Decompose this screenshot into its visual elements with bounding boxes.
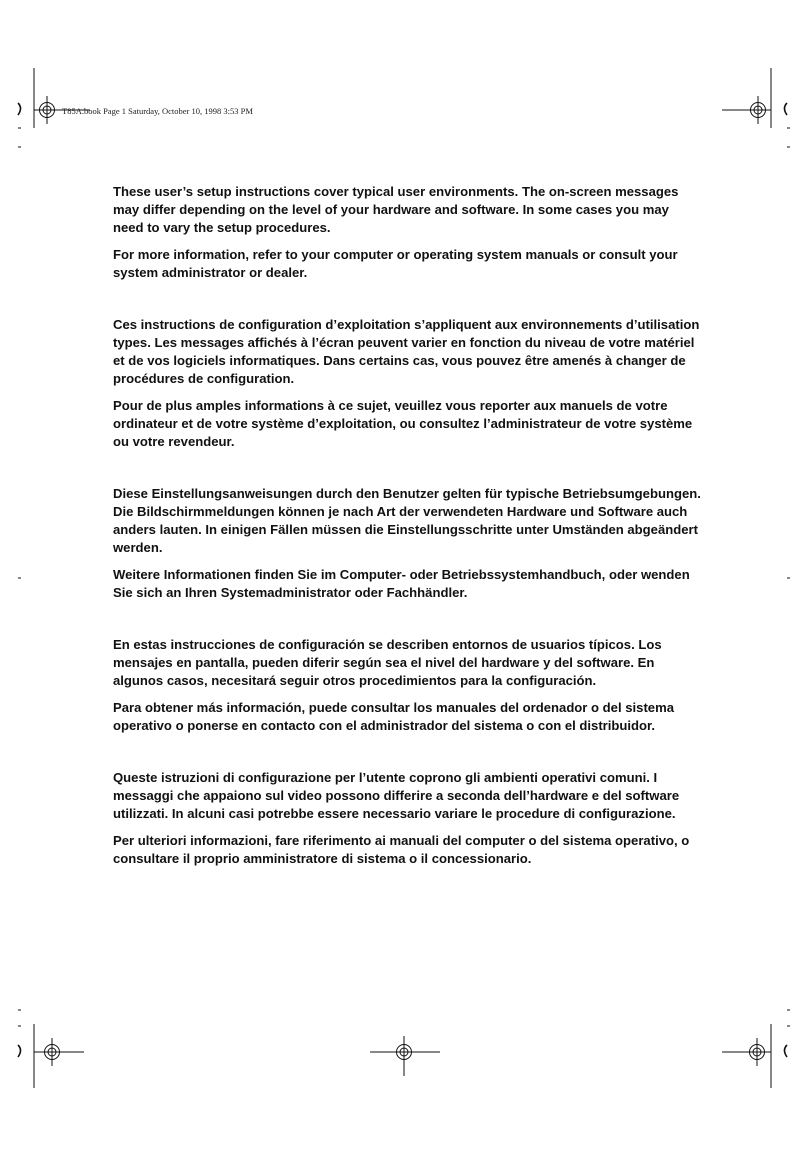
section-english bbox=[113, 183, 703, 282]
paragraph: Per ulteriori informazioni, fare riferimento ai manuali del computer o del sistema operativo, o consultare il proprio amministratore di sistema o il concessionario. bbox=[113, 833, 690, 866]
section-french bbox=[113, 316, 703, 451]
registration-mark-bottom-center bbox=[370, 1036, 440, 1076]
paragraph: Pour de plus amples informations à ce sujet, veuillez vous reporter aux manuels de votre ordinateur et de votre système d’exploitation, ou consultez l’administrateur de votre système ou votre revendeur. bbox=[113, 398, 693, 449]
registration-mark-bottom-left bbox=[18, 1024, 84, 1088]
section-spanish bbox=[113, 636, 703, 735]
registration-mark-top-right bbox=[722, 68, 787, 128]
section-german bbox=[113, 485, 703, 602]
document-body bbox=[113, 183, 703, 902]
paragraph: For more information, refer to your computer or operating system manuals or consult your system administrator or dealer. bbox=[113, 247, 678, 280]
paragraph: Ces instructions de configuration d’exploitation s’appliquent aux environnements d’utilisation types. Les messages affichés à l’écran peuvent varier en fonction du niveau de votre matériel et de vos logiciels informatiques. Dans certains cas, vous pouvez être amenés à changer de procédures de configuration. bbox=[113, 317, 700, 386]
print-header-note: T85A.book Page 1 Saturday, October 10, 1998 3:53 PM bbox=[62, 106, 253, 116]
paragraph: These user’s setup instructions cover typical user environments. The on-screen messages may differ depending on the level of your hardware and software. In some cases you may need to vary the setup procedures. bbox=[113, 184, 679, 235]
section-italian bbox=[113, 769, 703, 868]
registration-mark-bottom-right bbox=[722, 1024, 787, 1088]
registration-mark-top-left bbox=[18, 68, 90, 128]
paragraph: Diese Einstellungsanweisungen durch den Benutzer gelten für typische Betriebsumgebungen. Die Bildschirmmeldungen können je nach Art der verwendeten Hardware und Software auch anders lauten. In einigen Fällen müssen die Einstellungsschritte unter Umständen abgeändert werden. bbox=[113, 486, 701, 555]
paragraph: Weitere Informationen finden Sie im Computer- oder Betriebssystemhandbuch, oder wenden Sie sich an Ihren Systemadministrator oder Fachhändler. bbox=[113, 567, 690, 600]
paragraph: Para obtener más información, puede consultar los manuales del ordenador o del sistema operativo o ponerse en contacto con el administrador del sistema o con el distribuidor. bbox=[113, 700, 675, 733]
paragraph: En estas instrucciones de configuración se describen entornos de usuarios típicos. Los mensajes en pantalla, pueden diferir según sea el nivel del hardware y del software. En algunos casos, necesitará seguir otros procedimientos para la configuración. bbox=[113, 637, 662, 688]
paragraph: Queste istruzioni di configurazione per l’utente coprono gli ambienti operativi comuni. I messaggi che appaiono sul video possono differire a seconda dell’hardware e del software utilizzati. In alcuni casi potrebbe essere necessario variare le procedure di configurazione. bbox=[113, 770, 680, 821]
